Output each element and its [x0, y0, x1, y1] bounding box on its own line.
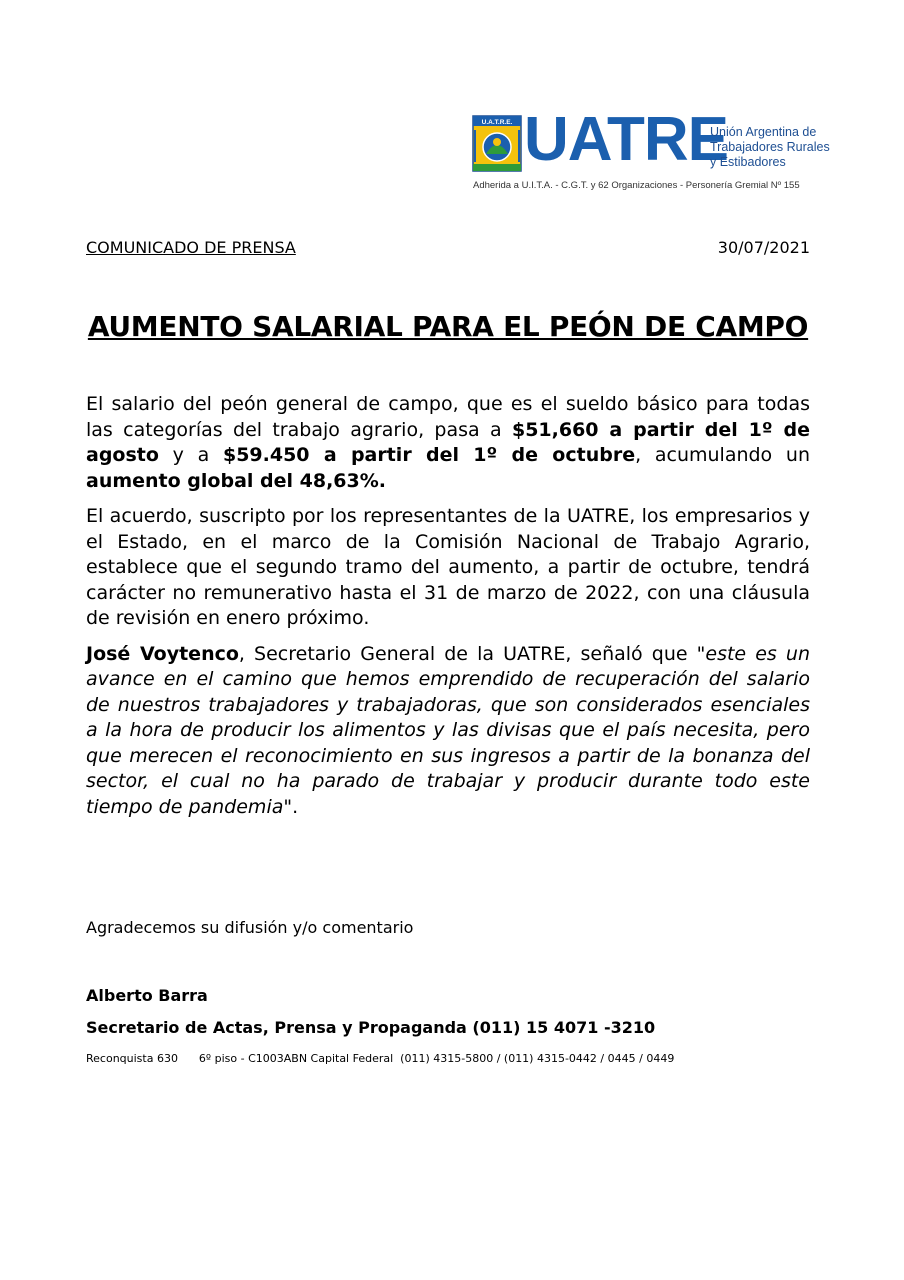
document-type-label: COMUNICADO DE PRENSA: [86, 238, 296, 257]
p1-bold-global: aumento global del 48,63%.: [86, 469, 386, 492]
headline: AUMENTO SALARIAL PARA EL PEÓN DE CAMPO: [87, 310, 809, 343]
emblem-label: U.A.T.R.E.: [481, 119, 513, 126]
p1-text-1: El salario del peón general de campo, que es el sueldo básico para todas las categorías del trabajo agrario, pasa a: [86, 393, 810, 441]
p1-bold-august: $51,660 a partir del 1º de agosto: [86, 418, 810, 466]
footer-address: Reconquista 630 6º piso - C1003ABN Capital Federal (011) 4315-5800 / (011) 4315-0442 / 0445 / 0449: [86, 1052, 675, 1065]
p1-text-2: y a: [158, 444, 223, 466]
p1-bold-october: $59.450 a partir del 1º de octubre: [222, 444, 636, 466]
letterhead: [472, 105, 834, 198]
signature-title: Secretario de Actas, Prensa y Propaganda (011) 15 4071 -3210: [86, 1018, 656, 1037]
org-name-line-2: Trabajadores Rurales: [710, 140, 830, 154]
uatre-emblem-icon: [472, 110, 522, 172]
paragraph-2: El acuerdo, suscripto por los representantes de la UATRE, los empresarios y el Estado, en el marco de la Comisión Nacional de Trabajo Agrario, establece que el segundo tramo del aumento, a partir de octubre, tendrá carácter no remunerativo hasta el 31 de marzo de 2022, con una cláusula de revisión en enero próximo.: [86, 505, 810, 629]
p3-text-2: .: [292, 795, 299, 818]
org-name: [710, 125, 830, 170]
logo-text: UATRE: [524, 105, 728, 174]
p3-quote: "este es un avance en el camino que hemos emprendido de recuperación del salario de nuestros trabajadores y trabajadoras, que son considerados esenciales a la hora de producir los alimentos y las divisas que el país necesita, pero que merecen el reconocimiento en sus ingresos a partir de la bonanza del sector, el cual no ha parado de trabajar y producir durante todo este tiempo de pandemia": [86, 642, 810, 818]
p3-text-1: , Secretario General de la UATRE, señaló que: [238, 642, 697, 665]
org-name-line-3: y Estibadores: [710, 155, 786, 169]
paragraph-3: [86, 642, 810, 821]
signature-name: Alberto Barra: [86, 986, 208, 1005]
adherence-line: Adherida a U.I.T.A. - C.G.T. y 62 Organizaciones - Personería Gremial Nº 155: [473, 180, 800, 191]
paragraph-1: [86, 392, 810, 494]
closing-line: Agradecemos su difusión y/o comentario: [86, 918, 414, 937]
p1-text-3: , acumulando un: [635, 444, 810, 466]
document-header: [86, 238, 810, 257]
body: [86, 392, 810, 830]
document-date: 30/07/2021: [717, 238, 810, 257]
p3-speaker-name: José Voytenco: [86, 642, 239, 665]
org-name-line-1: Unión Argentina de: [710, 125, 817, 139]
